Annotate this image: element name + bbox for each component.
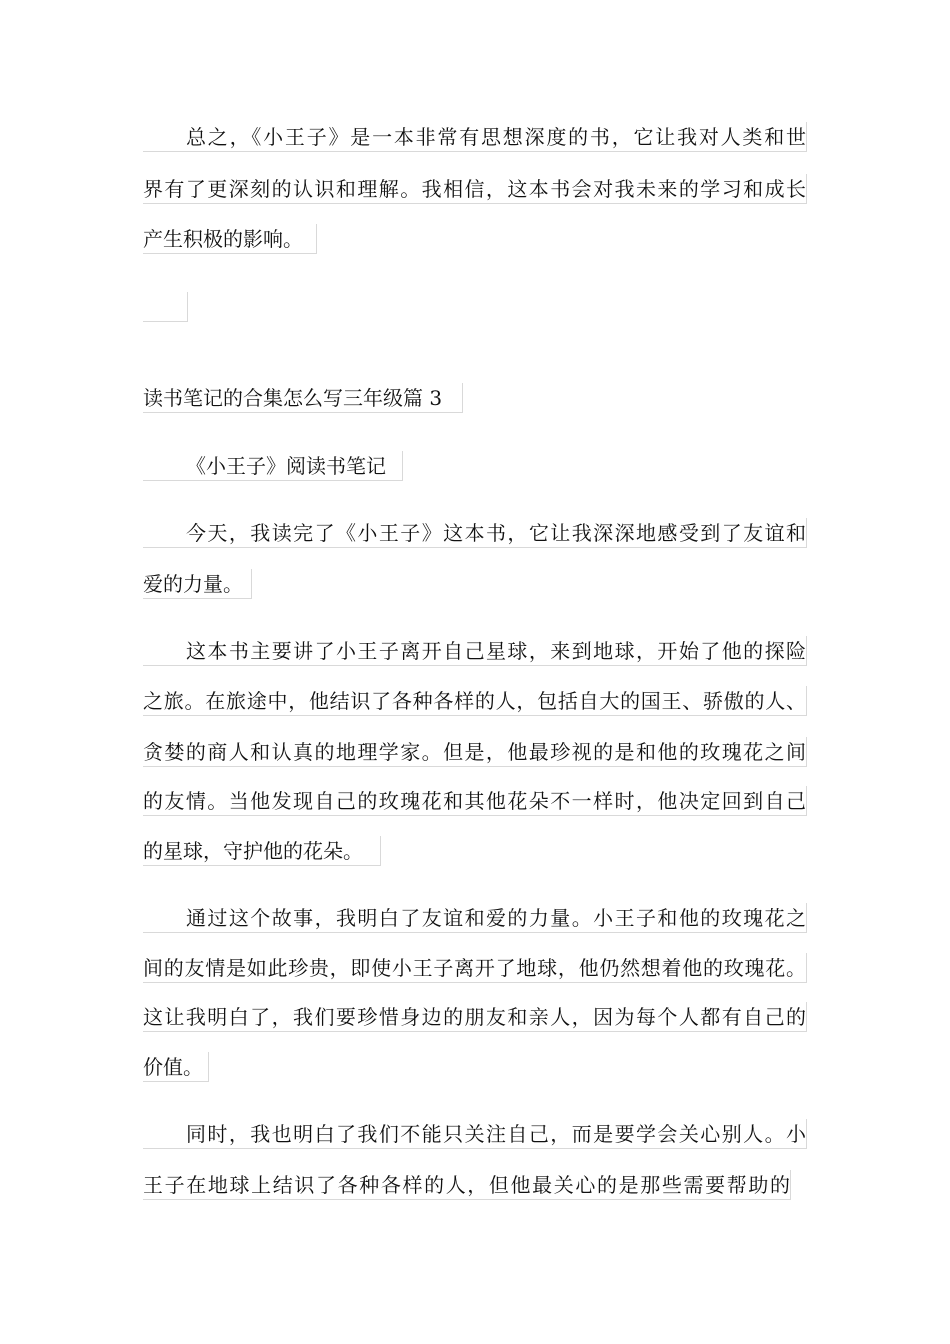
article-title: 《小王子》阅读书笔记 <box>143 451 403 481</box>
paragraph-line: 产生积极的影响。 <box>143 224 317 254</box>
paragraph-line: 爱的力量。 <box>143 569 252 599</box>
paragraph-line: 同时，我也明白了我们不能只关注自己，而是要学会关心别人。小 <box>143 1119 807 1149</box>
paragraph-line: 总之，《小王子》是一本非常有思想深度的书，它让我对人类和世 <box>143 122 807 152</box>
paragraph-line: 今天，我读完了《小王子》这本书，它让我深深地感受到了友谊和 <box>143 518 807 548</box>
empty-line-box <box>143 292 188 322</box>
paragraph-line: 之旅。在旅途中，他结识了各种各样的人，包括自大的国王、骄傲的人、 <box>143 686 807 716</box>
paragraph-line: 界有了更深刻的认识和理解。我相信，这本书会对我未来的学习和成长 <box>143 174 807 204</box>
section-heading: 读书笔记的合集怎么写三年级篇 3 <box>143 383 463 413</box>
paragraph-line: 价值。 <box>143 1052 209 1082</box>
paragraph-line: 的星球，守护他的花朵。 <box>143 836 381 866</box>
paragraph-line: 间的友情是如此珍贵，即使小王子离开了地球，他仍然想着他的玫瑰花。 <box>143 953 807 983</box>
paragraph-line: 贪婪的商人和认真的地理学家。但是，他最珍视的是和他的玫瑰花之间 <box>143 737 807 767</box>
paragraph-line: 的友情。当他发现自己的玫瑰花和其他花朵不一样时，他决定回到自己 <box>143 786 807 816</box>
paragraph-line: 通过这个故事，我明白了友谊和爱的力量。小王子和他的玫瑰花之 <box>143 903 807 933</box>
paragraph-line: 这本书主要讲了小王子离开自己星球，来到地球，开始了他的探险 <box>143 636 807 666</box>
paragraph-line: 这让我明白了，我们要珍惜身边的朋友和亲人，因为每个人都有自己的 <box>143 1002 807 1032</box>
paragraph-line: 王子在地球上结识了各种各样的人，但他最关心的是那些需要帮助的 <box>143 1170 791 1200</box>
